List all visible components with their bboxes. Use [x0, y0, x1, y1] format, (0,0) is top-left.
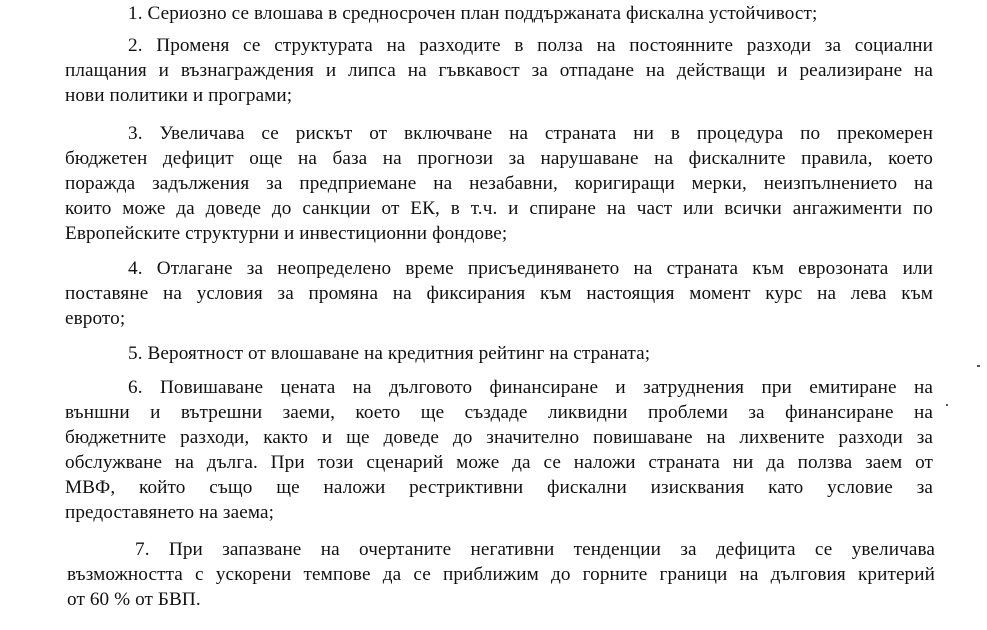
paragraph-line: които може да доведе до санкции от ЕК, в т.ч. и спиране на част или всички ангажименти по — [65, 198, 933, 219]
paragraph-line: 1. Сериозно се влошава в средносрочен план поддържаната фискална устойчивост; — [128, 3, 818, 24]
paragraph-line: нови политики и програми; — [65, 85, 293, 106]
paragraph-line: 5. Вероятност от влошаване на кредитния рейтинг на страната; — [128, 343, 651, 364]
paragraph-line: плащания и възнаграждения и липса на гъвкавост за отпадане на действащи и реализиране на — [65, 60, 933, 81]
paragraph-line: 6. Повишаване цената на дълговото финансиране и затруднения при емитиране на — [128, 377, 933, 398]
paragraph-line: от 60 % от БВП. — [67, 589, 201, 610]
paragraph-5 — [65, 341, 933, 366]
scan-speck — [977, 365, 980, 367]
paragraph-4 — [65, 256, 933, 331]
paragraph-line: външни и вътрешни заеми, което ще създаде ликвидни проблеми за финансиране на — [65, 402, 933, 423]
paragraph-line: МВФ, който също ще наложи рестриктивни фискални изисквания като условие за — [65, 477, 933, 498]
paragraph-line: поражда задължения за предприемане на незабавни, коригиращи мерки, неизпълнението на — [65, 173, 933, 194]
paragraph-line: еврото; — [65, 308, 126, 329]
paragraph-line: 4. Отлагане за неопределено време присъединяването на страната към еврозоната или — [128, 258, 933, 279]
paragraph-3 — [65, 121, 933, 246]
paragraph-1 — [65, 1, 933, 26]
paragraph-line: 7. При запазване на очертаните негативни тенденции за дефицита се увеличава — [135, 539, 935, 560]
paragraph-line: 2. Променя се структурата на разходите в полза на постоянните разходи за социални — [128, 35, 933, 56]
paragraph-2 — [65, 33, 933, 108]
paragraph-line: поставяне на условия за промяна на фиксирания към настоящия момент курс на лева към — [65, 283, 933, 304]
paragraph-7 — [67, 537, 935, 612]
scan-speck — [946, 404, 948, 406]
paragraph-line: 3. Увеличава се рискът от включване на страната ни в процедура по прекомерен — [128, 123, 933, 144]
paragraph-line: обслужване на дълга. При този сценарий може да се наложи страната ни да ползва заем от — [65, 452, 933, 473]
paragraph-line: възможността с ускорени темпове да се приближим до горните граници на дълговия критерий — [67, 564, 935, 585]
paragraph-line: бюджетните разходи, както и ще доведе до значително повишаване на лихвените разходи за — [65, 427, 933, 448]
paragraph-line: Европейските структурни и инвестиционни фондове; — [65, 223, 508, 244]
paragraph-line: бюджетен дефицит още на база на прогнози за нарушаване на фискалните правила, което — [65, 148, 933, 169]
paragraph-line: предоставянето на заема; — [65, 502, 275, 523]
paragraph-6 — [65, 375, 933, 525]
